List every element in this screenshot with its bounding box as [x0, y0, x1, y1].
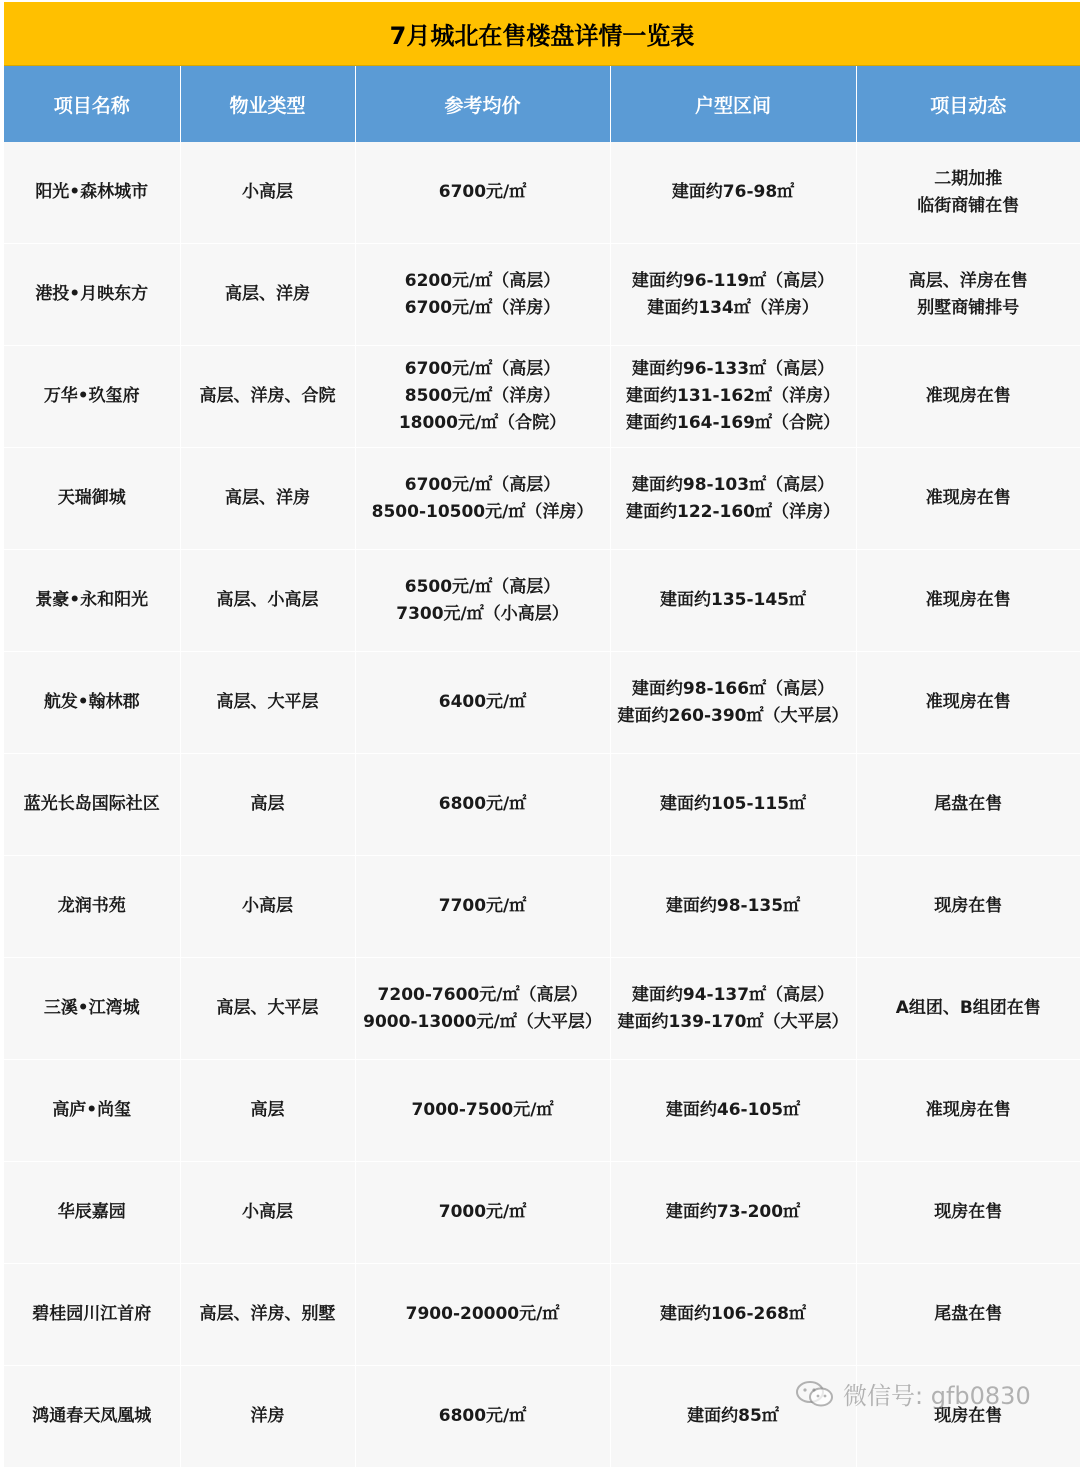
cell-reference-price-line: 7000-7500元/㎡: [411, 1100, 554, 1120]
table-row: [4, 958, 1080, 1060]
cell-unit-range-line: 建面约122-160㎡（洋房）: [625, 501, 841, 522]
cell-project-name: 航发•翰林郡: [4, 652, 180, 754]
cell-project-name: 碧桂园川江首府: [4, 1264, 180, 1366]
table-body: [4, 142, 1080, 1468]
cell-reference-price-line: 7300元/㎡（小高层）: [396, 603, 569, 624]
cell-project-status-line: 准现房在售: [925, 590, 1011, 610]
table-row: [4, 1060, 1080, 1162]
cell-property-type: 洋房: [180, 1366, 355, 1468]
cell-unit-range: [610, 1162, 856, 1264]
cell-reference-price-line: 6700元/㎡（高层）: [404, 474, 561, 495]
cell-reference-price-line: 6500元/㎡（高层）: [404, 576, 561, 597]
cell-unit-range-line: 建面约139-170㎡（大平层）: [617, 1011, 849, 1032]
cell-project-status-line: 尾盘在售: [934, 1304, 1003, 1324]
cell-project-name: 阳光•森林城市: [4, 142, 180, 244]
cell-project-status: [856, 1162, 1080, 1264]
cell-unit-range: [610, 550, 856, 652]
cell-unit-range-line: 建面约134㎡（洋房）: [647, 297, 819, 318]
cell-property-type: 高层、小高层: [180, 550, 355, 652]
cell-property-type: 高层: [180, 754, 355, 856]
cell-unit-range-line: 建面约164-169㎡（合院）: [625, 413, 841, 433]
table-row: [4, 754, 1080, 856]
cell-project-status-line: 尾盘在售: [934, 794, 1003, 814]
cell-project-status: [856, 346, 1080, 448]
cell-project-status-line: 临街商铺在售: [917, 195, 1020, 216]
cell-property-type: 高层、洋房、别墅: [180, 1264, 355, 1366]
cell-project-name: 天瑞御城: [4, 448, 180, 550]
cell-reference-price-line: 6700元/㎡（洋房）: [404, 297, 561, 318]
cell-project-status-line: 准现房在售: [925, 692, 1011, 712]
cell-unit-range-line: 建面约85㎡: [687, 1406, 779, 1426]
cell-project-status-line: 高层、洋房在售: [908, 270, 1028, 291]
table-row: [4, 550, 1080, 652]
cell-project-name: 港投•月映东方: [4, 244, 180, 346]
cell-unit-range-line: 建面约73-200㎡: [665, 1202, 801, 1222]
cell-project-status: [856, 652, 1080, 754]
cell-unit-range-line: 建面约98-103㎡（高层）: [631, 474, 835, 495]
header-property-type: 物业类型: [180, 66, 355, 142]
cell-reference-price-line: 8500元/㎡（洋房）: [404, 386, 561, 406]
cell-project-status-line: A组团、B组团在售: [895, 998, 1041, 1018]
header-unit-range: 户型区间: [610, 66, 856, 142]
table-row: [4, 346, 1080, 448]
table-row: [4, 448, 1080, 550]
table-row: [4, 1264, 1080, 1366]
cell-unit-range-line: 建面约76-98㎡: [671, 182, 795, 202]
cell-unit-range: [610, 346, 856, 448]
cell-unit-range-line: 建面约46-105㎡: [665, 1100, 801, 1120]
cell-property-type: 高层、大平层: [180, 652, 355, 754]
cell-reference-price-line: 6200元/㎡（高层）: [404, 270, 561, 291]
cell-reference-price-line: 6700元/㎡: [438, 182, 527, 202]
cell-unit-range: [610, 1264, 856, 1366]
header-project-name: 项目名称: [4, 66, 180, 142]
cell-project-name: 蓝光长岛国际社区: [4, 754, 180, 856]
table-row: [4, 652, 1080, 754]
cell-unit-range-line: 建面约96-119㎡（高层）: [631, 270, 835, 291]
table-row: [4, 1162, 1080, 1264]
cell-unit-range-line: 建面约96-133㎡（高层）: [631, 359, 835, 379]
cell-reference-price: [355, 652, 610, 754]
watermark-text: 微信号: gfb0830: [843, 1382, 1031, 1410]
cell-project-name: 景豪•永和阳光: [4, 550, 180, 652]
cell-reference-price: [355, 1162, 610, 1264]
cell-project-status: [856, 244, 1080, 346]
cell-project-status: [856, 1264, 1080, 1366]
cell-unit-range-line: 建面约106-268㎡: [659, 1304, 807, 1324]
cell-reference-price-line: 8500-10500元/㎡（洋房）: [371, 501, 594, 522]
cell-property-type: 小高层: [180, 1162, 355, 1264]
cell-reference-price-line: 6400元/㎡: [438, 692, 527, 712]
cell-property-type: 高层、洋房: [180, 244, 355, 346]
cell-reference-price-line: 7900-20000元/㎡: [405, 1304, 560, 1324]
header-row: [4, 66, 1080, 142]
cell-reference-price: [355, 958, 610, 1060]
cell-reference-price: [355, 448, 610, 550]
cell-project-status: [856, 958, 1080, 1060]
cell-project-name: 鸿通春天凤凰城: [4, 1366, 180, 1468]
cell-project-status-line: 准现房在售: [925, 1100, 1011, 1120]
cell-project-status-line: 准现房在售: [925, 488, 1011, 508]
cell-reference-price-line: 7700元/㎡: [438, 896, 527, 916]
cell-reference-price: [355, 754, 610, 856]
cell-property-type: 高层、洋房: [180, 448, 355, 550]
cell-project-status-line: 现房在售: [934, 1202, 1003, 1222]
cell-reference-price-line: 7000元/㎡: [438, 1202, 527, 1222]
header-project-status: 项目动态: [856, 66, 1080, 142]
cell-unit-range: [610, 652, 856, 754]
cell-project-status: [856, 1060, 1080, 1162]
cell-reference-price: [355, 1366, 610, 1468]
header-reference-price: 参考均价: [355, 66, 610, 142]
cell-project-status-line: 别墅商铺排号: [917, 297, 1020, 318]
cell-project-status-line: 准现房在售: [925, 386, 1011, 406]
cell-project-name: 华辰嘉园: [4, 1162, 180, 1264]
sheet-title: 7月城北在售楼盘详情一览表: [4, 2, 1080, 66]
cell-reference-price-line: 6700元/㎡（高层）: [404, 359, 561, 379]
cell-reference-price-line: 7200-7600元/㎡（高层）: [377, 984, 588, 1005]
wechat-watermark: [795, 1376, 1031, 1411]
cell-unit-range: [610, 244, 856, 346]
cell-project-status-line: 现房在售: [934, 896, 1003, 916]
cell-reference-price-line: 6800元/㎡: [438, 1406, 527, 1426]
listing-sheet: [4, 2, 1080, 1444]
cell-project-status: [856, 754, 1080, 856]
cell-project-name: 高庐•尚玺: [4, 1060, 180, 1162]
listing-table: [4, 66, 1080, 1468]
cell-unit-range-line: 建面约98-166㎡（高层）: [631, 678, 835, 699]
cell-reference-price: [355, 550, 610, 652]
cell-unit-range: [610, 754, 856, 856]
cell-project-status: [856, 448, 1080, 550]
cell-property-type: 高层: [180, 1060, 355, 1162]
cell-project-name: 龙润书苑: [4, 856, 180, 958]
cell-reference-price: [355, 142, 610, 244]
table-row: [4, 142, 1080, 244]
cell-unit-range-line: 建面约98-135㎡: [665, 896, 801, 916]
cell-reference-price-line: 18000元/㎡（合院）: [398, 413, 567, 433]
cell-property-type: 小高层: [180, 856, 355, 958]
table-row: [4, 856, 1080, 958]
cell-unit-range-line: 建面约105-115㎡: [659, 794, 807, 814]
cell-project-status-line: 二期加推: [934, 168, 1003, 189]
cell-property-type: 高层、大平层: [180, 958, 355, 1060]
cell-unit-range-line: 建面约260-390㎡（大平层）: [617, 705, 849, 726]
cell-unit-range: [610, 142, 856, 244]
cell-unit-range-line: 建面约131-162㎡（洋房）: [625, 386, 841, 406]
cell-reference-price: [355, 346, 610, 448]
cell-unit-range: [610, 856, 856, 958]
cell-reference-price: [355, 1060, 610, 1162]
cell-project-status: [856, 142, 1080, 244]
cell-unit-range: [610, 958, 856, 1060]
cell-reference-price: [355, 244, 610, 346]
cell-project-name: 万华•玖玺府: [4, 346, 180, 448]
wechat-icon: [795, 1379, 835, 1409]
cell-property-type: 小高层: [180, 142, 355, 244]
cell-unit-range-line: 建面约135-145㎡: [659, 590, 807, 610]
cell-project-status: [856, 550, 1080, 652]
cell-project-status-line: 现房在售: [934, 1406, 1003, 1426]
table-row: [4, 244, 1080, 346]
cell-project-status: [856, 856, 1080, 958]
cell-reference-price: [355, 1264, 610, 1366]
cell-property-type: 高层、洋房、合院: [180, 346, 355, 448]
cell-reference-price-line: 6800元/㎡: [438, 794, 527, 814]
cell-reference-price-line: 9000-13000元/㎡（大平层）: [363, 1011, 602, 1032]
cell-project-name: 三溪•江湾城: [4, 958, 180, 1060]
cell-unit-range: [610, 448, 856, 550]
cell-unit-range: [610, 1060, 856, 1162]
cell-reference-price: [355, 856, 610, 958]
cell-unit-range-line: 建面约94-137㎡（高层）: [631, 984, 835, 1005]
